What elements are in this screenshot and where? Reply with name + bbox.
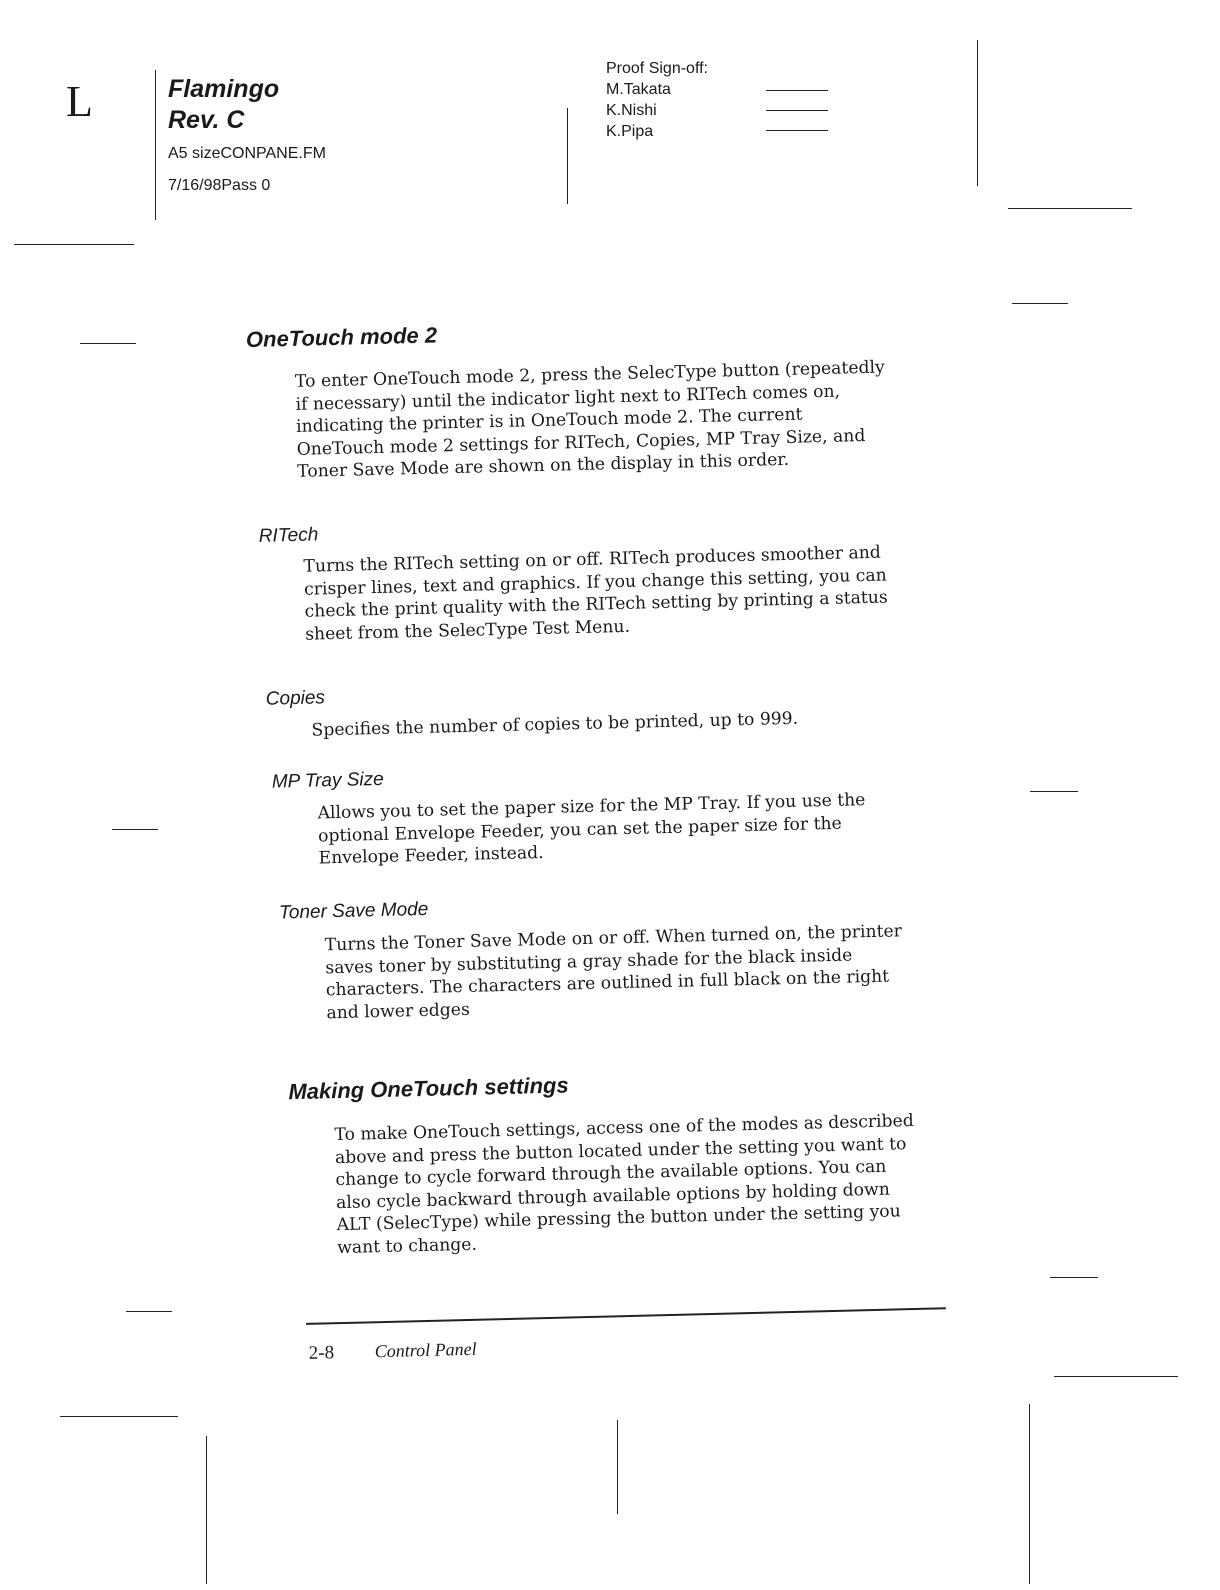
- chapter-title: Control Panel: [374, 1338, 477, 1362]
- title-line-1: Flamingo: [168, 75, 280, 103]
- file-info: A5 sizeCONPANE.FM: [168, 145, 326, 162]
- footer-rule: [306, 1307, 946, 1325]
- subsection-heading: MP Tray Size: [271, 768, 384, 793]
- page-number: 2-8: [308, 1342, 335, 1364]
- section-heading: OneTouch mode 2: [245, 322, 438, 353]
- proof-name: K.Pipa: [606, 123, 654, 140]
- title-line-2: Rev. C: [168, 106, 245, 134]
- date-pass: 7/16/98Pass 0: [168, 177, 271, 194]
- section-paragraph: Turns the RITech setting on or off. RITech produces smoother and crisper lines, text and graphics. If you change this setting, you can check the print quality with the RITech setting by printing a status sheet from the SelecType Test Menu.: [303, 542, 888, 645]
- page-side-letter: L: [66, 77, 93, 126]
- subsection-heading: Copies: [265, 687, 326, 710]
- section-paragraph: To make OneTouch settings, access one of the modes as described above and press the button located under the setting you want to change to cycle forward through the available options. You can also cycle backward through available options by holding down ALT (SelecType) while pressing the button under the setting you want to change.: [334, 1111, 914, 1258]
- section-paragraph: Specifies the number of copies to be printed, up to 999.: [311, 708, 799, 741]
- proof-name: K.Nishi: [606, 102, 657, 119]
- subsection-heading: Toner Save Mode: [278, 898, 429, 924]
- section-heading: Making OneTouch settings: [288, 1072, 569, 1105]
- section-paragraph: Allows you to set the paper size for the MP Tray. If you use the optional Envelope Feeder, you can set the paper size for the Envelope Feeder, instead.: [317, 790, 866, 869]
- section-paragraph: Turns the Toner Save Mode on or off. When turned on, the printer saves toner by substituting a gray shade for the black inside characters. The characters are outlined in full black on the right and lower edges: [324, 921, 903, 1023]
- proof-heading: Proof Sign-off:: [606, 60, 708, 77]
- subsection-heading: RITech: [258, 524, 319, 547]
- section-paragraph: To enter OneTouch mode 2, press the SelecType button (repeatedly if necessary) until the indicator light next to RITech comes on, indicating the printer is in OneTouch mode 2. The current OneTouch mode 2 settings for RITech, Copies, MP Tray Size, and Toner Save Mode are shown on the display in this order.: [294, 357, 885, 482]
- proof-name: M.Takata: [606, 81, 671, 98]
